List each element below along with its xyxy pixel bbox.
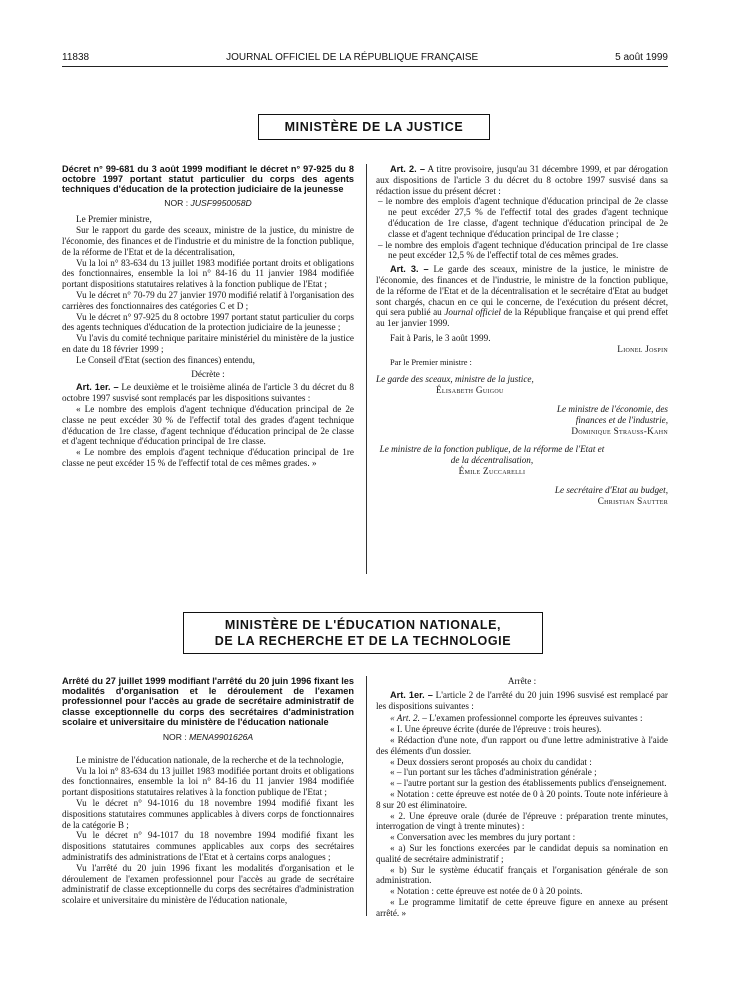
list-item: « Deux dossiers seront proposés au choix du candidat :	[390, 756, 592, 767]
article-2-quote: « Art. 2. – L'examen professionnel comporte les épreuves suivantes :	[390, 713, 643, 724]
list-item: – le nombre des emplois d'agent technique d'éducation principal de 2e classe ne peut excéder 27,5 % de l'effectif total des grades d'agent technique d'éducation de 1re classe, d'agent technique d'éducation principal de 2e classe et d'agent technique d'éducation principal de 1re classe ;	[378, 196, 668, 239]
list-item: « Conversation avec les membres du jury portant :	[390, 832, 576, 843]
paragraph: Vu l'arrêté du 20 juin 1996 fixant les modalités d'organisation et le déroulement de l'examen professionnel pour l'accès au grade de secrétaire administratif de classe exceptionnelle du corps des secrétaires d'administration scolaire et universitaire du ministère de l'éducation nationale,	[62, 862, 354, 906]
nor-reference: NOR : MENA9901626A	[162, 732, 254, 743]
header-rule	[62, 66, 668, 67]
list-item: – le nombre des emplois d'agent technique d'éducation principal de 1re classe ne peut excéder 12,5 % de l'effectif total de ces mêmes grades.	[378, 239, 668, 261]
paragraph: Vu la loi n° 83-634 du 13 juillet 1983 modifiée portant droits et obligations des fonctionnaires, ensemble la loi n° 84-16 du 11 janvier 1984 modifiée portant dispositions statutaires relatives à la fonction publique de l'Etat ;	[62, 765, 354, 798]
paragraph: Le Premier ministre,	[76, 214, 152, 225]
issue-date: 5 août 1999	[615, 52, 668, 63]
list-item: « 2. Une épreuve orale (durée de l'épreuve : préparation trente minutes, interrogation de vingt à trente minutes) :	[376, 810, 668, 832]
list-item: « a) Sur les fonctions exercées par le candidat depuis sa nomination en qualité de secrétaire administratif ;	[376, 842, 668, 864]
justice-column-left	[62, 164, 354, 469]
decrete-label: Décrète :	[191, 368, 225, 379]
education-column-right	[376, 676, 668, 919]
signature-block: Le ministre de l'économie, des finances et de l'industrie, Dominique Strauss-Kahn	[556, 403, 668, 436]
paragraph: Le ministre de l'éducation nationale, de la recherche et de la technologie,	[76, 754, 344, 765]
paragraph: Sur le rapport du garde des sceaux, ministre de la justice, du ministre de l'économie, des finances et de l'industrie et du ministre de la fonction publique, de la réforme de l'Etat et de la décentralisation,	[62, 225, 354, 257]
paragraph: Le Conseil d'Etat (section des finances) entendu,	[76, 354, 255, 365]
journal-title: JOURNAL OFFICIEL DE LA RÉPUBLIQUE FRANÇAISE	[226, 52, 479, 63]
list-item: « Notation : cette épreuve est notée de 0 à 20 points. Toute note inférieure à 8 sur 20 est éliminatoire.	[376, 788, 668, 810]
justice-column-right	[376, 164, 668, 506]
education-column-left	[62, 676, 354, 906]
paragraph: Vu le décret n° 70-79 du 27 janvier 1970 modifié relatif à l'organisation des carrières des fonctionnaires des catégories C et D ;	[62, 289, 354, 311]
arrete-title: Arrêté du 27 juillet 1999 modifiant l'arrêté du 20 juin 1996 fixant les modalités d'organisation et le déroulement de l'examen professionnel pour l'accès au grade de secrétaire administratif de classe exceptionnelle du corps des secrétaires d'administration scolaire et universitaire du ministère de l'éducation nationale	[62, 676, 354, 727]
nor-reference: NOR : JUSF9950058D	[164, 197, 252, 208]
signature-block: Le secrétaire d'Etat au budget, Christian Sautter	[554, 484, 668, 506]
arrete-label: Arrête :	[507, 676, 537, 686]
ministry-justice-heading: MINISTÈRE DE LA JUSTICE	[258, 114, 490, 140]
article-1-quote: « Le nombre des emplois d'agent technique d'éducation principal de 1re classe ne peut excéder 15 % de l'effectif total de ces mêmes grades. »	[62, 447, 354, 468]
signature-block: Le ministre de la fonction publique, de la réforme de l'Etat et de la décentralisation, Émile Zuccarelli	[379, 444, 605, 476]
article-3: Art. 3. – Le garde des sceaux, ministre de la justice, le ministre de l'économie, des finances et de l'industrie, le ministre de la fonction publique, de la réforme de l'Etat et de la décentralisation et le secrétaire d'Etat au budget sont chargés, chacun en ce qui le concerne, de l'exécution du présent décret, qui sera publié au Journal officiel de la République française et qui prend effet au 1er janvier 1999.	[376, 264, 669, 329]
paragraph: Vu le décret n° 97-925 du 8 octobre 1997 portant statut particulier du corps des agents techniques d'éducation de la protection judiciaire de la jeunesse ;	[62, 311, 354, 333]
list-item: « b) Sur le système éducatif français et l'organisation générale de son administration.	[376, 864, 668, 886]
page-number: 11838	[62, 52, 90, 63]
article-1: Art. 1er. – L'article 2 de l'arrêté du 20 juin 1996 susvisé est remplacé par les dispositions suivantes :	[376, 689, 668, 711]
ministry-education-heading: MINISTÈRE DE L'ÉDUCATION NATIONALE, DE LA RECHERCHE ET DE LA TECHNOLOGIE	[183, 612, 543, 654]
paragraph: Vu l'avis du comité technique paritaire ministériel du ministère de la justice en date du 18 février 1999 ;	[62, 333, 354, 354]
page-header	[62, 52, 668, 63]
par-le-premier-ministre: Par le Premier ministre :	[390, 357, 472, 367]
list-item: « – l'un portant sur les tâches d'administration générale ;	[390, 767, 597, 778]
list-item: « Notation : cette épreuve est notée de 0 à 20 points.	[390, 886, 583, 897]
list-item: « – l'autre portant sur la gestion des établissements publics d'enseignement.	[390, 778, 667, 789]
paragraph: Vu le décret n° 94-1016 du 18 novembre 1994 modifié fixant les dispositions statutaires communes applicables à divers corps de fonctionnaires de la catégorie B ;	[62, 798, 354, 830]
paragraph: Vu la loi n° 83-634 du 13 juillet 1983 modifiée portant droits et obligations des fonctionnaires, ensemble la loi n° 84-16 du 11 janvier 1984 modifiée portant dispositions statutaires relatives à la fonction publique de l'Etat ;	[62, 257, 354, 290]
signature-block: Le garde des sceaux, ministre de la justice, Élisabeth Guigou	[376, 374, 534, 396]
article-2: Art. 2. – A titre provisoire, jusqu'au 31 décembre 1999, et par dérogation aux dispositions de l'article 3 du décret du 8 octobre 1997 susvisé dans sa rédaction issue du présent décret :	[376, 164, 668, 196]
column-divider	[366, 676, 367, 916]
list-item: « Rédaction d'une note, d'un rapport ou d'une lettre administrative à l'aide des éléments d'un dossier.	[376, 734, 668, 756]
list-item: « Le programme limitatif de cette épreuve figure en annexe au présent arrêté. »	[376, 896, 668, 918]
article-1-quote: « Le nombre des emplois d'agent technique d'éducation principal de 2e classe ne peut excéder 30 % de l'effectif total des grades d'agent technique d'éducation de 1re classe, d'agent technique d'éducation principal de 2e classe et d'agent technique d'éducation principal de 1re classe.	[62, 403, 354, 447]
paragraph: Vu le décret n° 94-1017 du 18 novembre 1994 modifié fixant les dispositions statutaires communes applicables aux corps des secrétaires administratifs des administrations de l'Etat et à certains corps analogues ;	[62, 830, 354, 862]
column-divider	[366, 164, 367, 574]
article-1: Art. 1er. – Le deuxième et le troisième alinéa de l'article 3 du décret du 8 octobre 1997 susvisé sont remplacés par les dispositions suivantes :	[62, 382, 354, 404]
decree-title: Décret n° 99-681 du 3 août 1999 modifiant le décret n° 97-925 du 8 octobre 1997 portant statut particulier du corps des agents techniques d'éducation de la protection judiciaire de la jeunesse	[62, 164, 354, 195]
signatory-prime-minister: Lionel Jospin	[617, 343, 668, 354]
list-item: « I. Une épreuve écrite (durée de l'épreuve : trois heures).	[390, 724, 602, 735]
done-at: Fait à Paris, le 3 août 1999.	[390, 332, 491, 343]
